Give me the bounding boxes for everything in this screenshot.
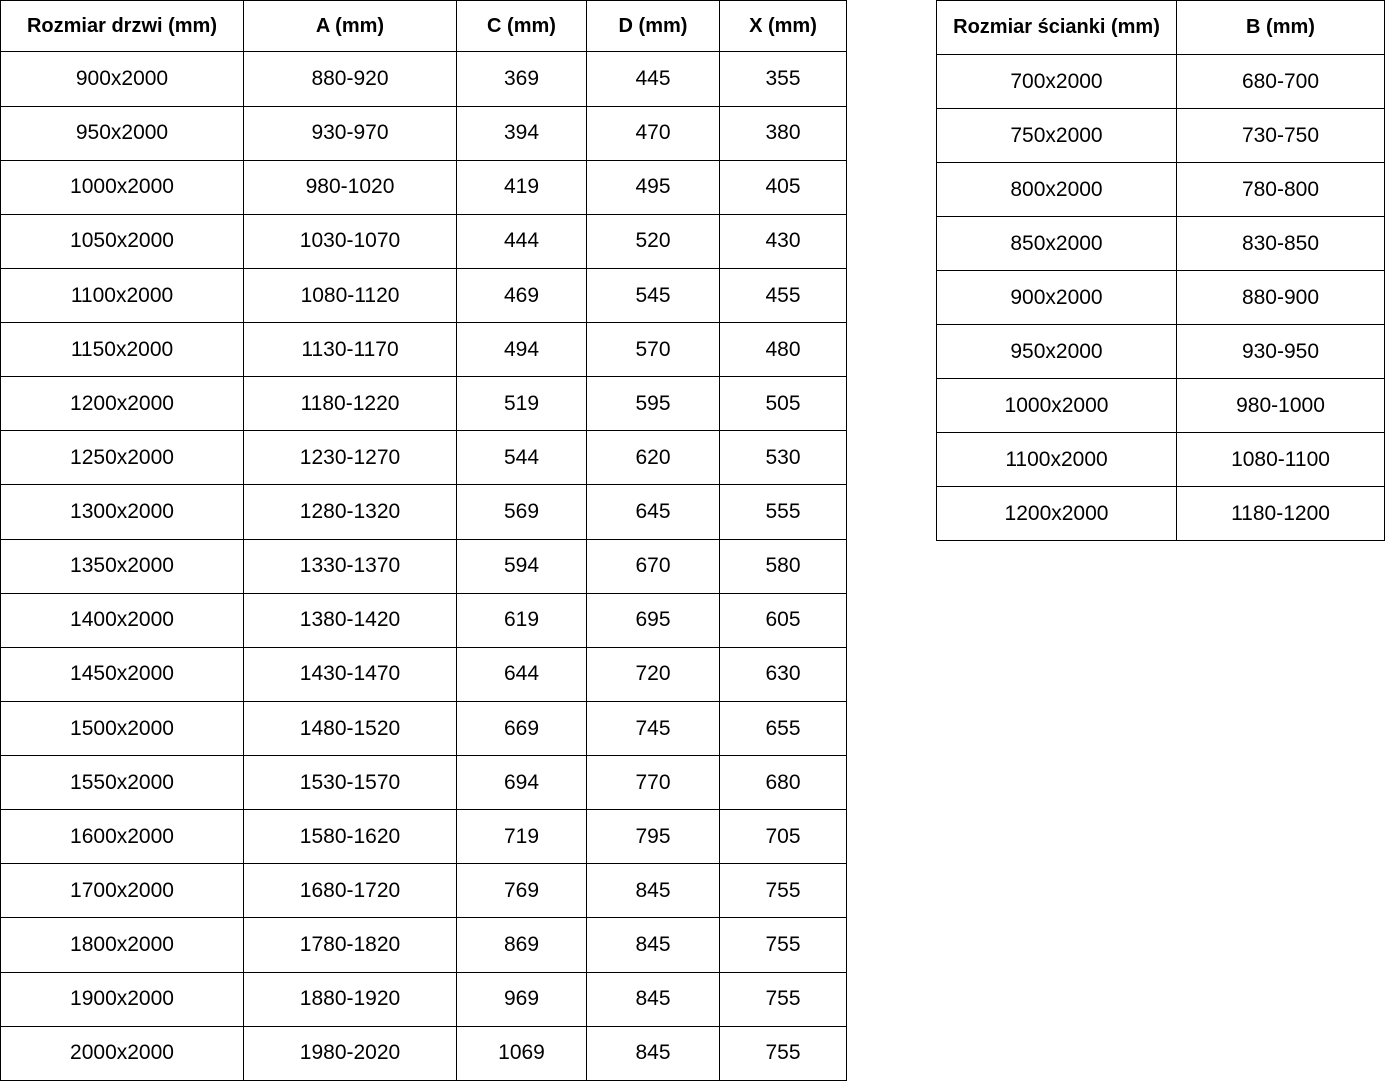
table-cell: 645 xyxy=(587,485,720,539)
table-cell: 495 xyxy=(587,160,720,214)
table-row xyxy=(1,701,847,755)
table-cell: 1680-1720 xyxy=(244,864,457,918)
table-cell: 755 xyxy=(720,864,847,918)
table-cell: 1200x2000 xyxy=(937,487,1177,541)
table-cell: 1350x2000 xyxy=(1,539,244,593)
table-cell: 1100x2000 xyxy=(937,433,1177,487)
table-row xyxy=(1,160,847,214)
table-cell: 494 xyxy=(457,323,587,377)
table-cell: 570 xyxy=(587,323,720,377)
table-row xyxy=(937,379,1385,433)
table-cell: 519 xyxy=(457,377,587,431)
table-cell: 770 xyxy=(587,756,720,810)
table-cell: 845 xyxy=(587,864,720,918)
table-cell: 1030-1070 xyxy=(244,214,457,268)
wall-table-header-row xyxy=(937,1,1385,55)
table-cell: 680 xyxy=(720,756,847,810)
table-row xyxy=(1,539,847,593)
table-row xyxy=(1,647,847,701)
table-row xyxy=(1,485,847,539)
table-row xyxy=(1,377,847,431)
table-cell: 1000x2000 xyxy=(1,160,244,214)
table-cell: 1980-2020 xyxy=(244,1026,457,1080)
column-header: X (mm) xyxy=(720,1,847,52)
table-row xyxy=(1,1026,847,1080)
table-cell: 1080-1100 xyxy=(1177,433,1385,487)
table-row xyxy=(1,918,847,972)
table-cell: 555 xyxy=(720,485,847,539)
column-header: C (mm) xyxy=(457,1,587,52)
table-cell: 745 xyxy=(587,701,720,755)
table-cell: 505 xyxy=(720,377,847,431)
table-cell: 1050x2000 xyxy=(1,214,244,268)
table-cell: 969 xyxy=(457,972,587,1026)
table-cell: 795 xyxy=(587,810,720,864)
table-cell: 445 xyxy=(587,52,720,106)
table-cell: 1330-1370 xyxy=(244,539,457,593)
table-cell: 880-900 xyxy=(1177,271,1385,325)
table-row xyxy=(937,487,1385,541)
table-cell: 1480-1520 xyxy=(244,701,457,755)
table-cell: 1069 xyxy=(457,1026,587,1080)
table-row xyxy=(937,433,1385,487)
table-cell: 1180-1220 xyxy=(244,377,457,431)
table-cell: 780-800 xyxy=(1177,163,1385,217)
table-cell: 719 xyxy=(457,810,587,864)
table-row xyxy=(937,55,1385,109)
table-cell: 730-750 xyxy=(1177,109,1385,163)
table-row xyxy=(1,593,847,647)
table-row xyxy=(1,214,847,268)
table-cell: 480 xyxy=(720,323,847,377)
table-cell: 644 xyxy=(457,647,587,701)
table-cell: 1380-1420 xyxy=(244,593,457,647)
table-cell: 1280-1320 xyxy=(244,485,457,539)
table-cell: 755 xyxy=(720,918,847,972)
table-cell: 900x2000 xyxy=(1,52,244,106)
table-cell: 1100x2000 xyxy=(1,268,244,322)
table-cell: 470 xyxy=(587,106,720,160)
table-cell: 405 xyxy=(720,160,847,214)
table-cell: 1080-1120 xyxy=(244,268,457,322)
table-cell: 594 xyxy=(457,539,587,593)
table-cell: 980-1020 xyxy=(244,160,457,214)
table-cell: 469 xyxy=(457,268,587,322)
table-cell: 720 xyxy=(587,647,720,701)
table-cell: 1300x2000 xyxy=(1,485,244,539)
table-cell: 845 xyxy=(587,918,720,972)
table-cell: 580 xyxy=(720,539,847,593)
table-cell: 869 xyxy=(457,918,587,972)
table-cell: 1230-1270 xyxy=(244,431,457,485)
column-header: A (mm) xyxy=(244,1,457,52)
table-cell: 670 xyxy=(587,539,720,593)
table-cell: 694 xyxy=(457,756,587,810)
table-cell: 705 xyxy=(720,810,847,864)
table-cell: 1780-1820 xyxy=(244,918,457,972)
table-cell: 830-850 xyxy=(1177,217,1385,271)
table-cell: 630 xyxy=(720,647,847,701)
column-header: B (mm) xyxy=(1177,1,1385,55)
table-cell: 355 xyxy=(720,52,847,106)
table-cell: 1580-1620 xyxy=(244,810,457,864)
table-cell: 595 xyxy=(587,377,720,431)
table-row xyxy=(1,268,847,322)
table-cell: 620 xyxy=(587,431,720,485)
table-cell: 1150x2000 xyxy=(1,323,244,377)
table-cell: 930-970 xyxy=(244,106,457,160)
table-cell: 700x2000 xyxy=(937,55,1177,109)
table-cell: 455 xyxy=(720,268,847,322)
table-row xyxy=(1,756,847,810)
table-cell: 430 xyxy=(720,214,847,268)
table-cell: 845 xyxy=(587,972,720,1026)
table-cell: 569 xyxy=(457,485,587,539)
table-cell: 1700x2000 xyxy=(1,864,244,918)
table-cell: 680-700 xyxy=(1177,55,1385,109)
table-cell: 380 xyxy=(720,106,847,160)
table-cell: 800x2000 xyxy=(937,163,1177,217)
table-row xyxy=(937,271,1385,325)
table-cell: 1400x2000 xyxy=(1,593,244,647)
table-cell: 980-1000 xyxy=(1177,379,1385,433)
table-cell: 1450x2000 xyxy=(1,647,244,701)
table-cell: 880-920 xyxy=(244,52,457,106)
table-cell: 1900x2000 xyxy=(1,972,244,1026)
table-row xyxy=(937,109,1385,163)
table-row xyxy=(937,217,1385,271)
table-cell: 1550x2000 xyxy=(1,756,244,810)
wall-size-table xyxy=(936,0,1385,541)
table-cell: 1430-1470 xyxy=(244,647,457,701)
table-cell: 545 xyxy=(587,268,720,322)
table-cell: 755 xyxy=(720,972,847,1026)
column-header: Rozmiar drzwi (mm) xyxy=(1,1,244,52)
table-cell: 1000x2000 xyxy=(937,379,1177,433)
table-cell: 369 xyxy=(457,52,587,106)
table-cell: 1180-1200 xyxy=(1177,487,1385,541)
table-cell: 520 xyxy=(587,214,720,268)
table-cell: 605 xyxy=(720,593,847,647)
table-cell: 419 xyxy=(457,160,587,214)
table-row xyxy=(937,163,1385,217)
table-cell: 444 xyxy=(457,214,587,268)
table-cell: 2000x2000 xyxy=(1,1026,244,1080)
door-table-header-row xyxy=(1,1,847,52)
table-cell: 530 xyxy=(720,431,847,485)
table-cell: 1130-1170 xyxy=(244,323,457,377)
table-row xyxy=(1,972,847,1026)
table-row xyxy=(937,325,1385,379)
table-cell: 1530-1570 xyxy=(244,756,457,810)
table-cell: 1880-1920 xyxy=(244,972,457,1026)
column-header: D (mm) xyxy=(587,1,720,52)
table-cell: 1800x2000 xyxy=(1,918,244,972)
table-cell: 950x2000 xyxy=(937,325,1177,379)
table-cell: 544 xyxy=(457,431,587,485)
table-cell: 669 xyxy=(457,701,587,755)
table-cell: 1600x2000 xyxy=(1,810,244,864)
table-cell: 950x2000 xyxy=(1,106,244,160)
table-cell: 850x2000 xyxy=(937,217,1177,271)
table-cell: 1250x2000 xyxy=(1,431,244,485)
table-cell: 769 xyxy=(457,864,587,918)
table-cell: 655 xyxy=(720,701,847,755)
table-row xyxy=(1,323,847,377)
table-row xyxy=(1,431,847,485)
table-cell: 1200x2000 xyxy=(1,377,244,431)
table-cell: 755 xyxy=(720,1026,847,1080)
table-cell: 750x2000 xyxy=(937,109,1177,163)
column-header: Rozmiar ścianki (mm) xyxy=(937,1,1177,55)
table-cell: 930-950 xyxy=(1177,325,1385,379)
table-cell: 900x2000 xyxy=(937,271,1177,325)
table-cell: 1500x2000 xyxy=(1,701,244,755)
table-row xyxy=(1,106,847,160)
table-row xyxy=(1,864,847,918)
table-row xyxy=(1,810,847,864)
table-row xyxy=(1,52,847,106)
table-cell: 845 xyxy=(587,1026,720,1080)
table-cell: 394 xyxy=(457,106,587,160)
table-cell: 695 xyxy=(587,593,720,647)
table-cell: 619 xyxy=(457,593,587,647)
